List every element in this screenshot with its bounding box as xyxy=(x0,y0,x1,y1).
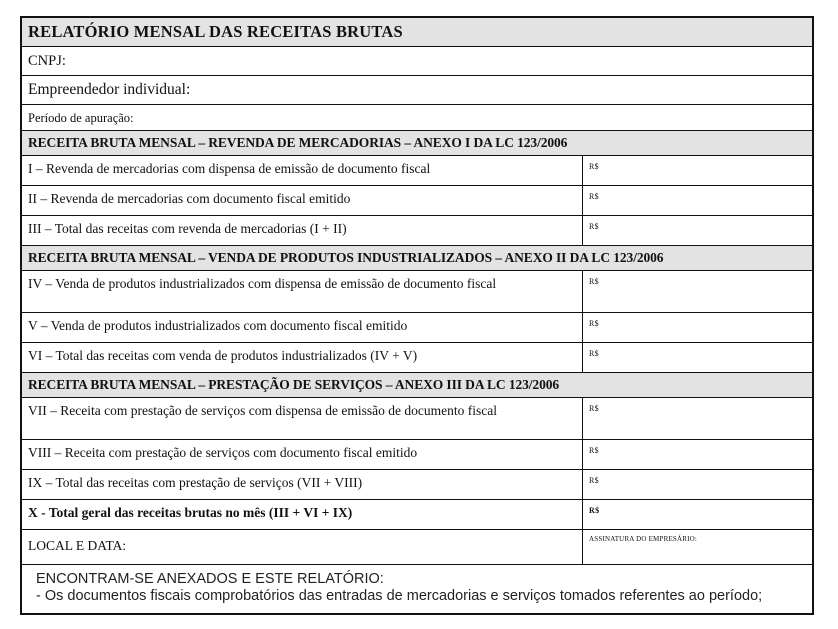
revenue-report-form xyxy=(20,16,814,615)
revenue-value-field[interactable]: R$ xyxy=(589,404,599,413)
annex-item: - Os documentos fiscais comprobatórios das entradas de mercadorias e serviços tomados referentes ao período; xyxy=(36,588,763,604)
revenue-row-label: IX – Total das receitas com prestação de serviços (VII + VIII) xyxy=(22,470,583,499)
cnpj-row[interactable] xyxy=(22,47,812,76)
revenue-value-field[interactable]: R$ xyxy=(589,277,599,286)
entrepreneur-row[interactable] xyxy=(22,76,812,105)
revenue-row-viii xyxy=(22,440,812,470)
annex-content xyxy=(36,571,762,613)
revenue-row-label: IV – Venda de produtos industrializados com dispensa de emissão de documento fiscal xyxy=(22,271,583,312)
revenue-row-iv xyxy=(22,271,812,313)
revenue-value-field[interactable]: R$ xyxy=(589,162,599,171)
revenue-value-field[interactable]: R$ xyxy=(589,349,599,358)
form-title-row xyxy=(22,18,812,47)
revenue-row-ii xyxy=(22,186,812,216)
section-header-row xyxy=(22,131,812,156)
total-row xyxy=(22,500,812,530)
total-value-field[interactable]: R$ xyxy=(589,506,600,515)
section-header-row xyxy=(22,246,812,271)
revenue-row-i xyxy=(22,156,812,186)
signature-field[interactable]: ASSINATURA DO EMPRESÁRIO: xyxy=(589,535,698,543)
revenue-row-v xyxy=(22,313,812,343)
local-signature-row xyxy=(22,530,812,565)
revenue-row-label: I – Revenda de mercadorias com dispensa de emissão de documento fiscal xyxy=(22,156,583,185)
revenue-row-label: II – Revenda de mercadorias com documento fiscal emitido xyxy=(22,186,583,215)
period-row[interactable] xyxy=(22,105,812,131)
cnpj-label: CNPJ: xyxy=(28,53,66,69)
period-label: Período de apuração: xyxy=(28,111,134,125)
revenue-row-vii xyxy=(22,398,812,440)
revenue-value-field[interactable]: R$ xyxy=(589,446,599,455)
annex-title: ENCONTRAM-SE ANEXADOS E ESTE RELATÓRIO: xyxy=(36,571,384,587)
entrepreneur-label: Empreendedor individual: xyxy=(28,81,191,98)
revenue-row-label: VI – Total das receitas com venda de produtos industrializados (IV + V) xyxy=(22,343,583,372)
revenue-row-label: VIII – Receita com prestação de serviços com documento fiscal emitido xyxy=(22,440,583,469)
revenue-value-field[interactable]: R$ xyxy=(589,319,599,328)
revenue-value-field[interactable]: R$ xyxy=(589,192,599,201)
revenue-value-field[interactable]: R$ xyxy=(589,222,599,231)
revenue-value-field[interactable]: R$ xyxy=(589,476,599,485)
revenue-row-label: VII – Receita com prestação de serviços com dispensa de emissão de documento fiscal xyxy=(22,398,583,439)
section-header-industrializados: RECEITA BRUTA MENSAL – VENDA DE PRODUTOS INDUSTRIALIZADOS – ANEXO II DA LC 123/2006 xyxy=(28,250,664,265)
total-label: X - Total geral das receitas brutas no mês (III + VI + IX) xyxy=(22,500,583,529)
section-header-row xyxy=(22,373,812,398)
section-header-servicos: RECEITA BRUTA MENSAL – PRESTAÇÃO DE SERVIÇOS – ANEXO III DA LC 123/2006 xyxy=(28,377,560,392)
revenue-row-iii xyxy=(22,216,812,246)
section-header-revenda: RECEITA BRUTA MENSAL – REVENDA DE MERCADORIAS – ANEXO I DA LC 123/2006 xyxy=(28,135,568,150)
revenue-row-ix xyxy=(22,470,812,500)
revenue-row-label: V – Venda de produtos industrializados com documento fiscal emitido xyxy=(22,313,583,342)
annex-section xyxy=(22,565,812,613)
revenue-row-vi xyxy=(22,343,812,373)
revenue-row-label: III – Total das receitas com revenda de mercadorias (I + II) xyxy=(22,216,583,245)
form-title: RELATÓRIO MENSAL DAS RECEITAS BRUTAS xyxy=(28,22,403,41)
local-date-field[interactable]: LOCAL E DATA: xyxy=(22,530,583,564)
